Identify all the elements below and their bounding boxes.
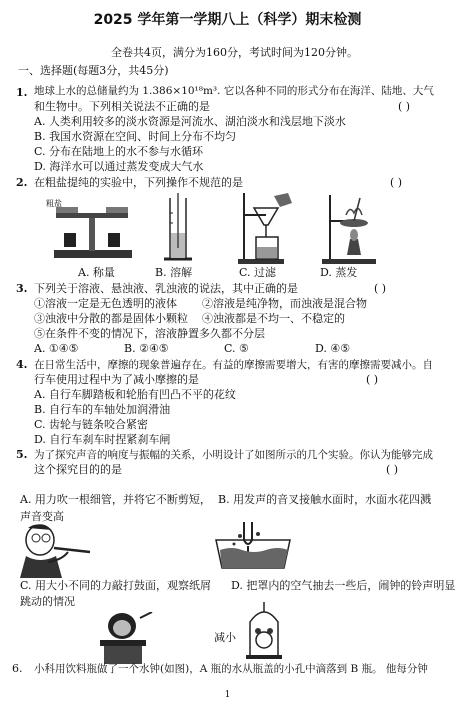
q4-stem-line2: 行车使用过程中为了减小摩擦的是 xyxy=(34,373,199,386)
q4-option-d: D. 自行车刹车时捏紧刹车闸 xyxy=(34,433,171,446)
page-title: 2025 学年第一学期八上（科学）期末检测 xyxy=(93,12,362,28)
dissolve-cylinder-figure xyxy=(160,193,200,265)
q1-stem-line2: 和生物中。下列相关说法不正确的是 xyxy=(34,100,210,113)
q1-stem-line1: 地球上水的总储量约为 1.386×10¹⁸m³. 它以各种不同的形式分布在海洋、陆地、大气 xyxy=(34,85,434,97)
q1-option-b: B. 我国水资源在空间、时间上分布不均匀 xyxy=(34,130,237,143)
blowing-tube-figure xyxy=(18,522,98,580)
q3-option-c: C. ⑤ xyxy=(224,342,249,355)
q2-option-d: D. 蒸发 xyxy=(320,266,358,279)
q3-answer-paren: ( ) xyxy=(374,282,387,295)
q5-option-a-line1: A. 用力吹一根细管，并将它不断剪短， xyxy=(20,493,211,506)
q5-option-c-line2: 跳动的情况 xyxy=(20,595,75,608)
section-heading: 一、选择题(每题3分，共45分) xyxy=(18,64,169,77)
q5-option-d-line1: D. 把罩内的空气抽去一些后，闹钟的铃声明显 xyxy=(231,579,455,592)
q3-option-b: B. ②④⑤ xyxy=(124,342,169,355)
q1-number: 1. xyxy=(16,86,28,99)
q1-option-d: D. 海洋水可以通过蒸发变成大气水 xyxy=(34,160,204,173)
q3-statement-5: ⑤在条件不变的情况下，溶液静置多久都不分层 xyxy=(34,327,265,340)
q4-number: 4. xyxy=(16,358,28,371)
q1-option-a: A. 人类利用较多的淡水资源是河流水、湖泊淡水和浅层地下淡水 xyxy=(34,115,346,128)
q2-answer-paren: ( ) xyxy=(390,176,403,189)
q3-stem: 下列关于溶液、悬浊液、乳浊液的说法，其中正确的是 xyxy=(34,282,298,295)
q4-stem-line1: 在日常生活中，摩擦的现象普遍存在。有益的摩擦需要增大，有害的摩擦需要减小。自 xyxy=(34,359,433,371)
scale-label: 粗盐 xyxy=(46,199,62,208)
q4-answer-paren: ( ) xyxy=(366,373,379,386)
q5-option-d-line2: 减小 xyxy=(214,631,236,644)
q5-stem-line2: 这个探究目的的是 xyxy=(34,463,122,476)
q3-number: 3. xyxy=(16,282,28,295)
q3-statement-4: ④浊液都是不均一、不稳定的 xyxy=(202,312,345,325)
exam-info: 全卷共4页，满分为160分，考试时间为120分钟。 xyxy=(111,46,358,59)
q4-option-c: C. 齿轮与链条咬合紧密 xyxy=(34,418,149,431)
evaporation-figure xyxy=(320,193,380,265)
q3-statement-2: ②溶液是纯净物，而浊液是混合物 xyxy=(202,297,367,310)
q2-stem: 在粗盐提纯的实验中，下列操作不规范的是 xyxy=(34,176,243,189)
tuning-fork-water-figure xyxy=(212,520,296,572)
q5-stem-line1: 为了探究声音的响度与振幅的关系，小明设计了如图所示的几个实验。你认为能够完成 xyxy=(34,449,433,461)
q5-option-a-line2: 声音变高 xyxy=(20,510,64,523)
q3-statement-1: ①溶液一定是无色透明的液体 xyxy=(34,297,177,310)
q2-number: 2. xyxy=(16,176,28,189)
q4-option-b: B. 自行车的车轴处加润滑油 xyxy=(34,403,171,416)
q2-option-c: C. 过滤 xyxy=(239,266,277,279)
q6-stem: 小科用饮料瓶做了一个水钟(如图)，A 瓶的水从瓶盖的小孔中滴落到 B 瓶。 他每分钟 xyxy=(34,663,428,675)
drum-figure xyxy=(96,612,156,666)
q5-option-b-line1: B. 用发声的音叉接触水面时，水面水花四溅 xyxy=(218,493,432,506)
q2-option-a: A. 称量 xyxy=(78,266,115,279)
q3-option-a: A. ①④⑤ xyxy=(34,342,79,355)
q3-option-d: D. ④⑤ xyxy=(315,342,351,355)
page-number: 1 xyxy=(224,690,231,700)
q5-answer-paren: ( ) xyxy=(386,463,399,476)
bell-jar-figure xyxy=(244,600,284,660)
q5-option-c-line1: C. 用大小不同的力敲打鼓面，观察纸屑 xyxy=(20,579,212,592)
q1-answer-paren: ( ) xyxy=(398,100,411,113)
q5-number: 5. xyxy=(16,448,28,461)
q1-option-c: C. 分布在陆地上的水不参与水循环 xyxy=(34,145,204,158)
q4-option-a: A. 自行车脚踏板和轮胎有凹凸不平的花纹 xyxy=(34,388,236,401)
q3-statement-3: ③浊液中分散的都是固体小颗粒 xyxy=(34,312,188,325)
q6-number: 6. xyxy=(12,662,23,675)
filter-funnel-figure xyxy=(236,193,298,265)
q2-option-b: B. 溶解 xyxy=(155,266,193,279)
